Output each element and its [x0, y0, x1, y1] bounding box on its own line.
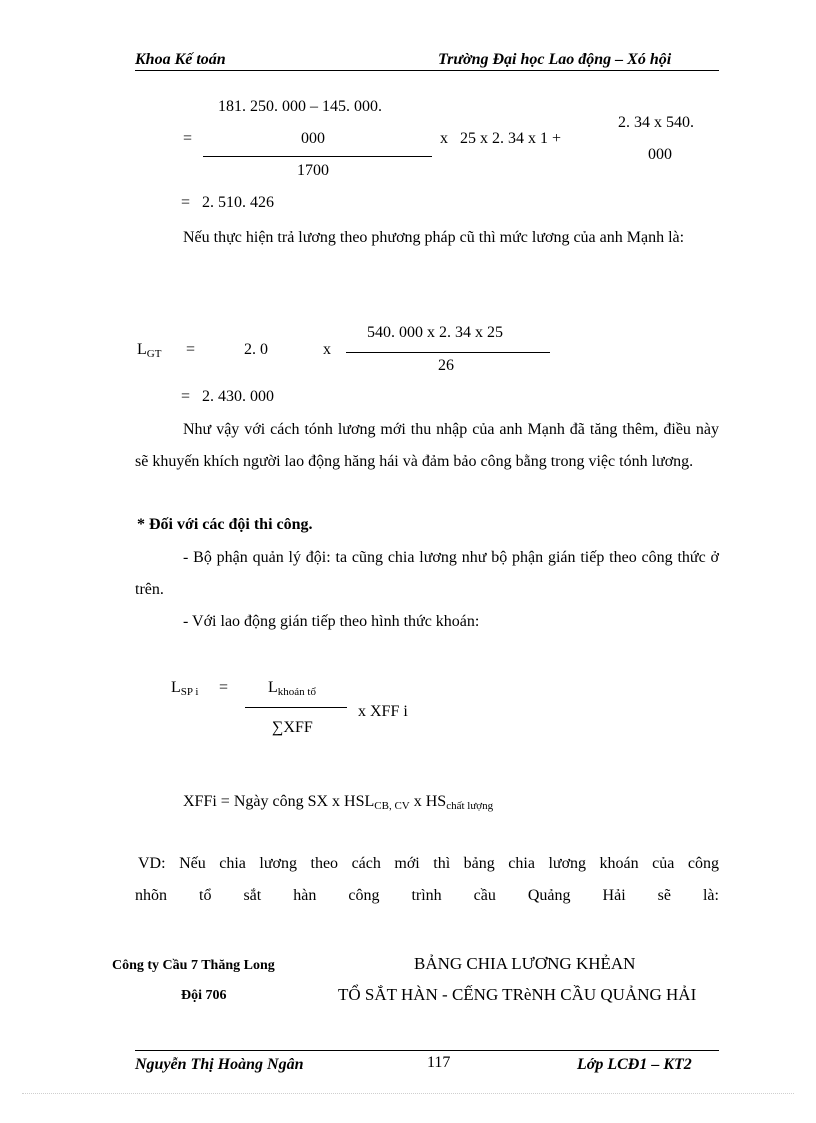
formula2-num: 540. 000 x 2. 34 x 25	[367, 324, 503, 341]
formula1-denominator: 1700	[297, 162, 329, 179]
formula2-x: x	[323, 341, 331, 358]
footer-author: Nguyễn Thị Hoàng Ngân	[135, 1056, 304, 1073]
formula2-lhs	[137, 341, 161, 359]
page-bottom-border	[22, 1093, 794, 1094]
unit-name: Đội 706	[181, 988, 227, 1003]
formula1-multiplier: x 25 x 2. 34 x 1 +	[440, 130, 562, 147]
page-number: 117	[427, 1054, 451, 1071]
header-rule	[135, 70, 719, 71]
paragraph-old-method: Nếu thực hiện trả lương theo phương pháp cũ thì mức lương của anh Mạnh là:	[183, 229, 685, 246]
formula3-lhs	[171, 679, 198, 697]
formula1-num-line1: 181. 250. 000 – 145. 000.	[218, 98, 382, 115]
formula1-fraction-bar	[203, 156, 432, 157]
formula2-result: = 2. 430. 000	[181, 388, 275, 405]
formula4-text-b: x HS	[409, 793, 447, 810]
formula4-sub-b: chất lượng	[446, 800, 494, 812]
paragraph-new-method: Như vậy với cách tónh lương mới thu nhập của anh Mạnh đã tăng thêm, điều này sẽ khuyến khích người lao động hăng hái và đảm bảo công bằng trong việc tónh lương.	[135, 421, 719, 470]
formula2-denom: 26	[438, 357, 454, 374]
example-word: sẽ	[657, 887, 671, 904]
example-word: hàn	[293, 887, 317, 904]
formula1-eq: =	[183, 130, 193, 147]
example-line1: VD: Nếu chia lương theo cách mới thì bảng chia lương khoán của công	[138, 855, 719, 872]
header-left: Khoa Kế toán	[135, 51, 226, 68]
example-word: công	[348, 887, 380, 904]
formula3-mult: x XFF i	[358, 703, 408, 720]
formula1-right-line2: 000	[648, 146, 672, 163]
formula3-denom: ∑XFF	[272, 719, 313, 736]
formula3-num	[268, 679, 316, 697]
example-word: Hải	[602, 887, 626, 904]
formula3-eq: =	[219, 679, 229, 696]
formula1-right-line1: 2. 34 x 540.	[618, 114, 694, 131]
example-word: tổ	[199, 887, 212, 904]
formula2-fraction-bar	[346, 352, 550, 353]
table-title-line2: TỔ SẮT HÀN - CẾNG TRèNH CẦU QUẢNG HẢI	[338, 985, 697, 1004]
formula1-result: = 2. 510. 426	[181, 194, 275, 211]
bullet-team-management: - Bộ phận quản lý đội: ta cũng chia lương như bộ phận gián tiếp theo công thức ở trên.	[135, 549, 719, 598]
formula4-xffi	[183, 793, 493, 811]
formula3-num-sub: khoán tổ	[277, 686, 316, 698]
formula2-lhs-sub: GT	[146, 348, 162, 360]
example-word: trình	[411, 887, 442, 904]
formula4-text-a: XFFi = Ngày công SX x HSL	[183, 793, 375, 810]
formula1-num-line2: 000	[301, 130, 325, 147]
example-line2	[135, 887, 719, 905]
formula2-eq: =	[186, 341, 196, 358]
company-name: Công ty Cầu 7 Thăng Long	[112, 958, 275, 973]
example-word: cầu	[473, 887, 496, 904]
footer-rule	[135, 1050, 719, 1051]
formula3-lhs-sub: SP i	[180, 686, 199, 698]
example-word: nhõn	[135, 887, 167, 904]
section-title: * Đối với các đội thi công.	[137, 516, 313, 533]
example-word: là:	[702, 887, 719, 904]
formula2-val: 2. 0	[244, 341, 268, 358]
formula4-sub-a: CB, CV	[374, 800, 410, 812]
example-word: sắt	[243, 887, 262, 904]
formula2-lhs-letter: L	[137, 341, 147, 358]
header-right: Trường Đại học Lao động – Xó hội	[438, 51, 672, 68]
bullet-indirect-labor: - Với lao động gián tiếp theo hình thức khoán:	[183, 613, 480, 630]
table-title-line1: BẢNG CHIA LƯƠNG KHẺAN	[414, 954, 636, 973]
formula3-num-letter: L	[268, 679, 278, 696]
formula3-lhs-letter: L	[171, 679, 181, 696]
footer-class: Lớp LCĐ1 – KT2	[577, 1056, 692, 1073]
example-word: Quảng	[527, 887, 571, 904]
formula3-fraction-bar	[245, 707, 347, 708]
